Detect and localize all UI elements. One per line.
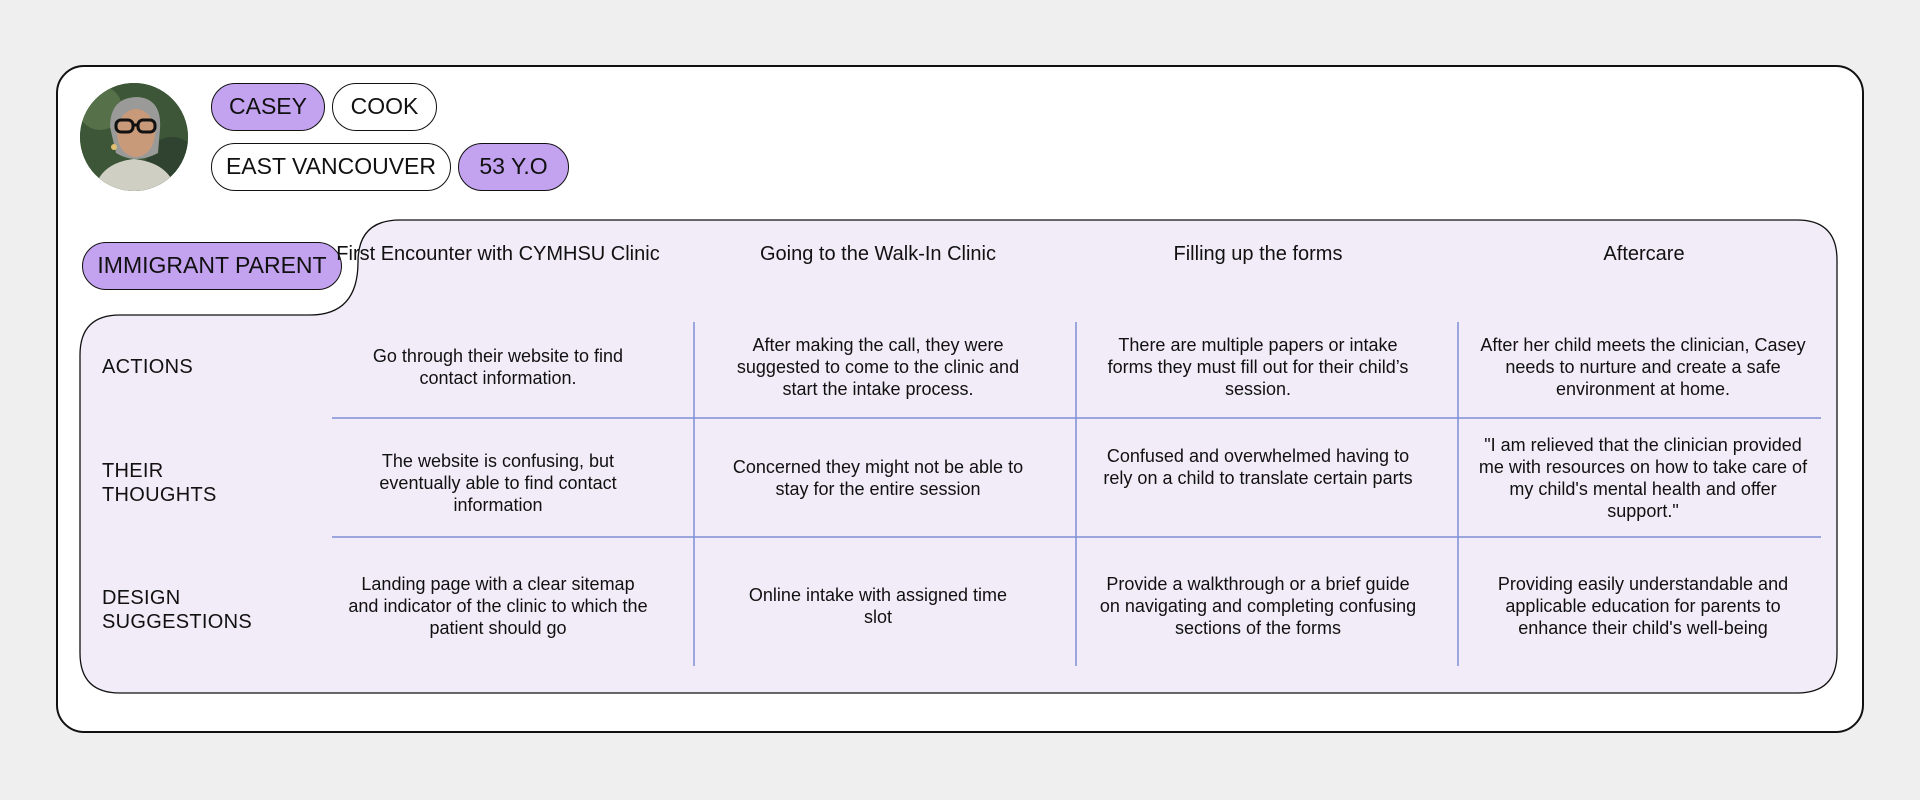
journey-cell: Go through their website to find contact information. xyxy=(372,346,624,388)
journey-cell: Confused and overwhelmed having to rely on a child to translate certain parts xyxy=(1103,446,1413,488)
stage-header: Aftercare xyxy=(1603,243,1685,265)
journey-cell: "I am relieved that the clinician provided me with resources on how to take care of my child's mental health and offer support." xyxy=(1478,435,1808,521)
stage-header: First Encounter with CYMHSU Clinic xyxy=(336,243,660,265)
persona-type-tag: IMMIGRANT PARENT xyxy=(82,242,342,290)
journey-cell: After making the call, they were suggested to come to the clinic and start the intake process. xyxy=(736,335,1020,399)
journey-cell: Providing easily understandable and applicable education for parents to enhance their child's well-being xyxy=(1497,574,1789,638)
journey-cell: Concerned they might not be able to stay for the entire session xyxy=(732,457,1024,499)
stage-header: Going to the Walk-In Clinic xyxy=(759,243,996,265)
stage-header: Filling up the forms xyxy=(1173,243,1343,265)
last-name-tag: COOK xyxy=(332,83,437,131)
journey-cell: The website is confusing, but eventually able to find contact information xyxy=(379,451,617,515)
journey-cell: There are multiple papers or intake forms they must fill out for their child’s session. xyxy=(1107,335,1409,399)
age-tag: 53 Y.O xyxy=(458,143,569,191)
first-name-tag: CASEY xyxy=(211,83,325,131)
row-label-actions: ACTIONS xyxy=(102,356,193,378)
row-label-thoughts: THEIR THOUGHTS xyxy=(102,460,217,506)
journey-cell: Online intake with assigned time slot xyxy=(748,585,1008,627)
location-tag: EAST VANCOUVER xyxy=(211,143,451,191)
journey-cell: Landing page with a clear sitemap and indicator of the clinic to which the patient should go xyxy=(348,574,648,638)
journey-cell: Provide a walkthrough or a brief guide on navigating and completing confusing sections of the forms xyxy=(1099,574,1417,638)
journey-cell: After her child meets the clinician, Casey needs to nurture and create a safe environment at home. xyxy=(1480,335,1806,399)
row-label-design: DESIGN SUGGESTIONS xyxy=(102,587,252,633)
